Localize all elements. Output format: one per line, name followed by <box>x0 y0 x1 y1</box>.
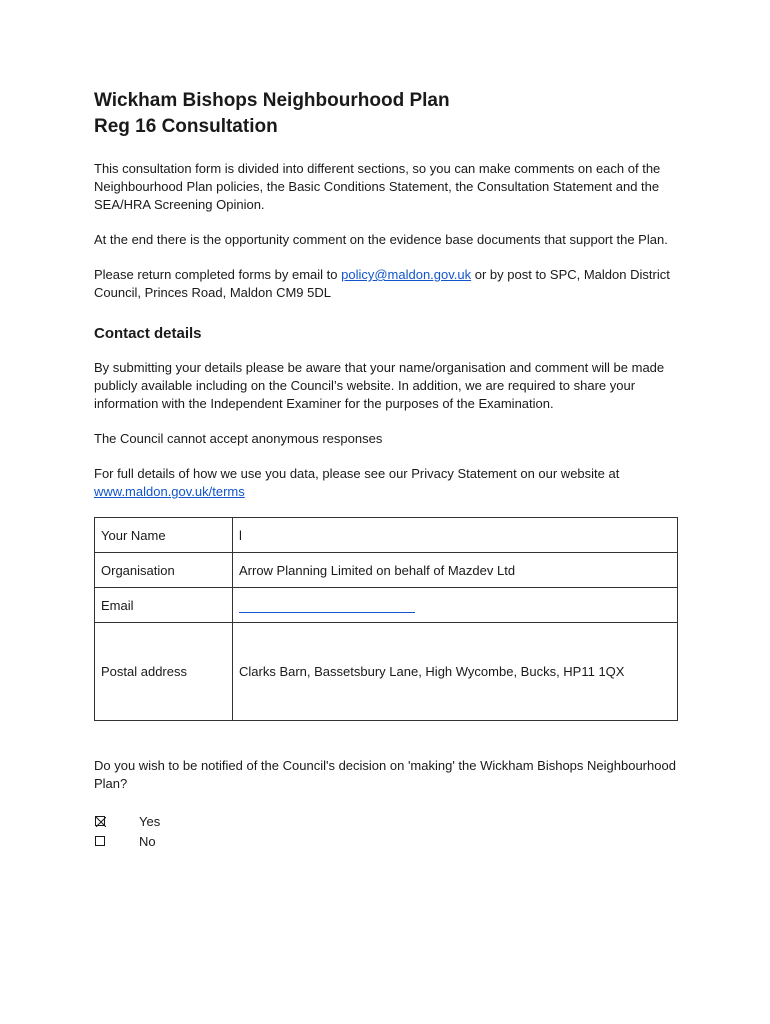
notify-options <box>94 811 684 851</box>
name-field[interactable]: l <box>233 518 678 553</box>
privacy-text: For full details of how we use you data, please see our Privacy Statement on our website at <box>94 466 620 481</box>
email-label: Email <box>95 588 233 623</box>
table-row <box>95 623 678 721</box>
yes-label: Yes <box>139 813 161 829</box>
email-underline <box>239 598 415 613</box>
title-line-1: Wickham Bishops Neighbourhood Plan <box>94 90 450 111</box>
organisation-label: Organisation <box>95 553 233 588</box>
intro-paragraph: This consultation form is divided into different sections, so you can make comments on each of the Neighbourhood Plan policies, the Basic Conditions Statement, the Consultation Statement and the SEA/HRA Screening Opinion. <box>94 161 661 212</box>
table-row <box>95 588 678 623</box>
notify-question: Do you wish to be notified of the Council's decision on 'making' the Wickham Bishops Neighbourhood Plan? <box>94 758 676 791</box>
return-text-before: Please return completed forms by email to <box>94 267 342 282</box>
option-no <box>94 831 684 851</box>
document-page <box>94 88 684 851</box>
anonymous-notice: The Council cannot accept anonymous responses <box>94 431 383 446</box>
postal-address-label: Postal address <box>95 623 233 721</box>
no-checkbox[interactable] <box>95 836 105 846</box>
table-row <box>95 553 678 588</box>
privacy-paragraph <box>94 465 684 501</box>
organisation-field[interactable]: Arrow Planning Limited on behalf of Mazdev Ltd <box>233 553 678 588</box>
yes-checkbox[interactable] <box>95 816 105 826</box>
option-yes <box>94 811 684 831</box>
checked-x-icon <box>96 817 106 827</box>
contact-details-heading: Contact details <box>94 325 202 342</box>
title-line-2: Reg 16 Consultation <box>94 116 278 137</box>
postal-address-field[interactable]: Clarks Barn, Bassetsbury Lane, High Wycombe, Bucks, HP11 1QX <box>233 623 678 721</box>
policy-email-link[interactable]: policy@maldon.gov.uk <box>341 267 472 282</box>
contact-paragraph: By submitting your details please be aware that your name/organisation and comment will be made publicly available including on the Council’s website. In addition, we are required to share your information with the Independent Examiner for the purposes of the Examination. <box>94 360 665 411</box>
contact-table <box>94 517 678 721</box>
email-field[interactable] <box>233 588 678 623</box>
return-text-after: or by post to SPC, Maldon District Council, Princes Road, Maldon CM9 5DL <box>94 267 670 300</box>
terms-link[interactable]: www.maldon.gov.uk/terms <box>94 484 245 499</box>
evidence-paragraph: At the end there is the opportunity comment on the evidence base documents that support the Plan. <box>94 232 668 247</box>
name-label: Your Name <box>95 518 233 553</box>
no-label: No <box>139 833 156 849</box>
return-paragraph <box>94 266 684 302</box>
table-row <box>95 518 678 553</box>
